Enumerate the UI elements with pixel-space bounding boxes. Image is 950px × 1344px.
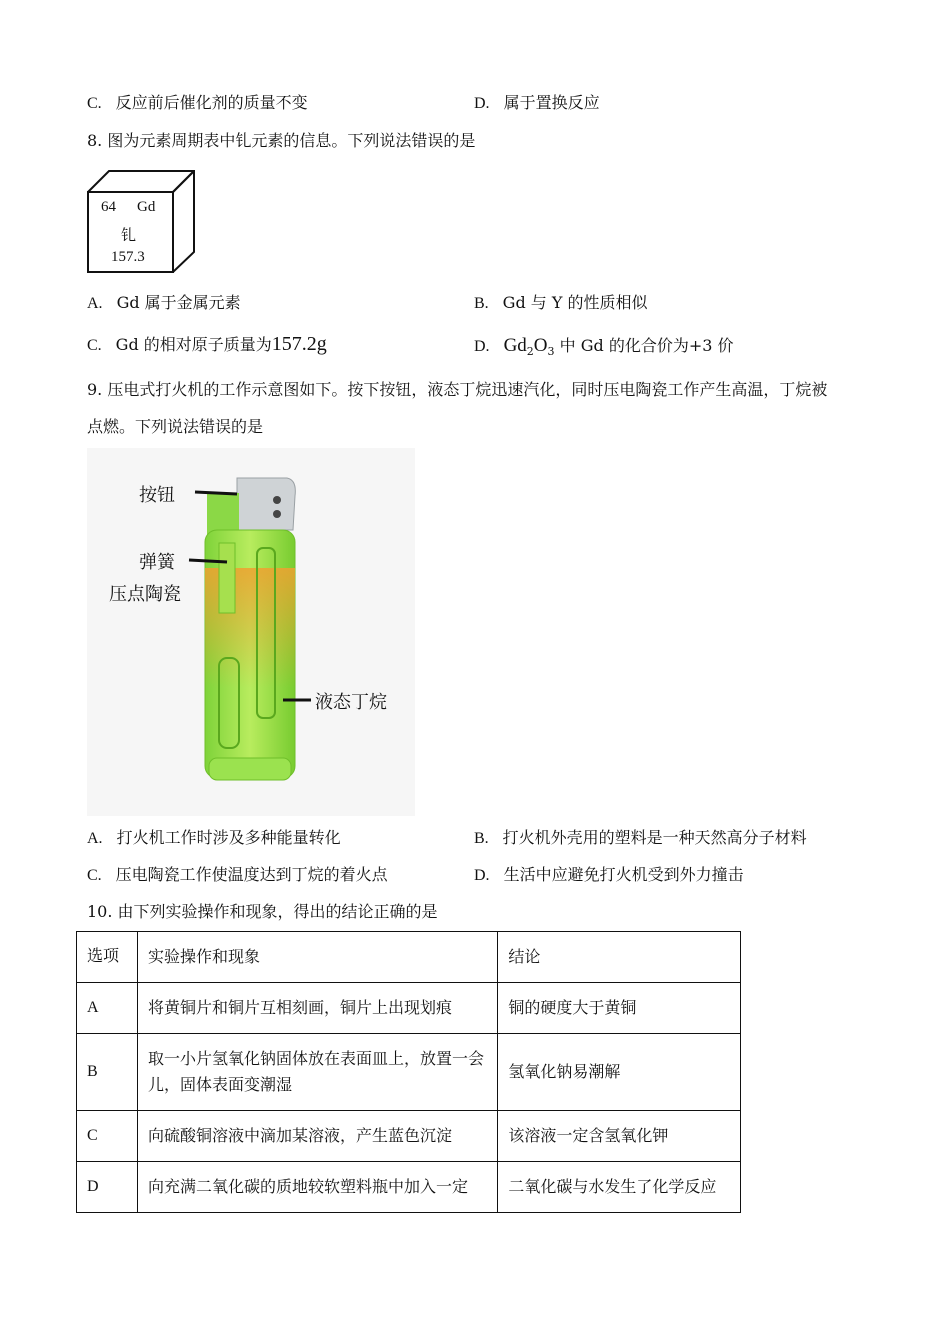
q9-option-a (87, 827, 341, 850)
element-symbol: Gd (137, 199, 156, 215)
row-option: A (77, 983, 138, 1034)
mass-value: 157.2g (271, 333, 327, 355)
label-ceramic: 压点陶瓷 (109, 584, 181, 605)
table-row (77, 983, 741, 1034)
option-label: B. (474, 295, 489, 312)
table-row (77, 1034, 741, 1111)
option-label: C. (87, 337, 102, 354)
experiment-table (76, 931, 741, 1213)
option-text: 压电陶瓷工作使温度达到丁烷的着火点 (115, 865, 388, 884)
option-text: Gd 与 Y 的性质相似 (502, 293, 648, 312)
option-label: A. (87, 830, 103, 847)
option-text: 生活中应避免打火机受到外力撞击 (503, 865, 744, 884)
q9-stem-line1: 9. 压电式打火机的工作示意图如下。按下按钮，液态丁烷迅速汽化，同时压电陶瓷工作产生高温，丁烷被 (87, 380, 828, 399)
q7-option-c (87, 92, 308, 115)
formula-sub-2: 2 (526, 345, 534, 359)
header-operation: 实验操作和现象 (137, 932, 497, 983)
q10-stem: 10. 由下列实验操作和现象，得出的结论正确的是 (87, 902, 438, 921)
table-header-row (77, 932, 741, 983)
element-name: 钆 (121, 226, 137, 244)
label-spring: 弹簧 (139, 552, 175, 573)
row-conclusion: 二氧化碳与水发生了化学反应 (498, 1162, 741, 1213)
option-label: D. (474, 867, 490, 884)
row-operation: 向充满二氧化碳的质地较软塑料瓶中加入一定 (137, 1162, 497, 1213)
option-label: D. (474, 338, 490, 355)
option-text: Gd 的相对原子质量为 (115, 335, 272, 354)
row-operation: 向硫酸铜溶液中滴加某溶液，产生蓝色沉淀 (137, 1111, 497, 1162)
option-text: 打火机外壳用的塑料是一种天然高分子材料 (502, 828, 807, 847)
atomic-mass: 157.3 (111, 249, 145, 265)
option-text: 中 Gd 的化合价为+3 价 (554, 336, 734, 355)
header-option: 选项 (77, 932, 138, 983)
row-option: B (77, 1034, 138, 1111)
option-label: B. (474, 830, 489, 847)
label-button: 按钮 (139, 485, 175, 506)
lighter-diagram (87, 448, 415, 816)
row-conclusion: 氢氧化钠易潮解 (498, 1034, 741, 1111)
q8-option-b (474, 292, 648, 315)
header-conclusion: 结论 (498, 932, 741, 983)
q9-stem-line2: 点燃。下列说法错误的是 (87, 417, 264, 436)
row-operation: 将黄铜片和铜片互相刻画，铜片上出现划痕 (137, 983, 497, 1034)
q8-option-c (87, 333, 327, 357)
row-operation: 取一小片氢氧化钠固体放在表面皿上，放置一会儿，固体表面变潮湿 (137, 1034, 497, 1111)
q8-option-d (474, 335, 734, 363)
option-label: A. (87, 295, 103, 312)
formula-o: O (533, 335, 548, 356)
q9-option-c (87, 864, 388, 887)
row-option: C (77, 1111, 138, 1162)
q8-option-a (87, 292, 241, 315)
q8-stem: 8. 图为元素周期表中钆元素的信息。下列说法错误的是 (87, 131, 476, 150)
option-text: Gd 属于金属元素 (116, 293, 241, 312)
option-label: D. (474, 95, 490, 112)
option-label: C. (87, 95, 102, 112)
q9-option-b (474, 827, 807, 850)
formula-sub-3: 3 (547, 345, 555, 359)
row-option: D (77, 1162, 138, 1213)
row-conclusion: 该溶液一定含氢氧化钾 (498, 1111, 741, 1162)
table-row (77, 1111, 741, 1162)
q9-option-d (474, 864, 744, 887)
atomic-number: 64 (101, 199, 116, 215)
option-label: C. (87, 867, 102, 884)
q7-option-d (474, 92, 600, 115)
label-butane: 液态丁烷 (315, 692, 387, 713)
table-row (77, 1162, 741, 1213)
option-text: 打火机工作时涉及多种能量转化 (116, 828, 341, 847)
formula-gd: Gd (503, 335, 527, 356)
lighter-illustration (87, 448, 415, 816)
option-text: 反应前后催化剂的质量不变 (115, 93, 308, 112)
option-text: 属于置换反应 (503, 93, 600, 112)
element-card-gd (87, 170, 195, 273)
row-conclusion: 铜的硬度大于黄铜 (498, 983, 741, 1034)
